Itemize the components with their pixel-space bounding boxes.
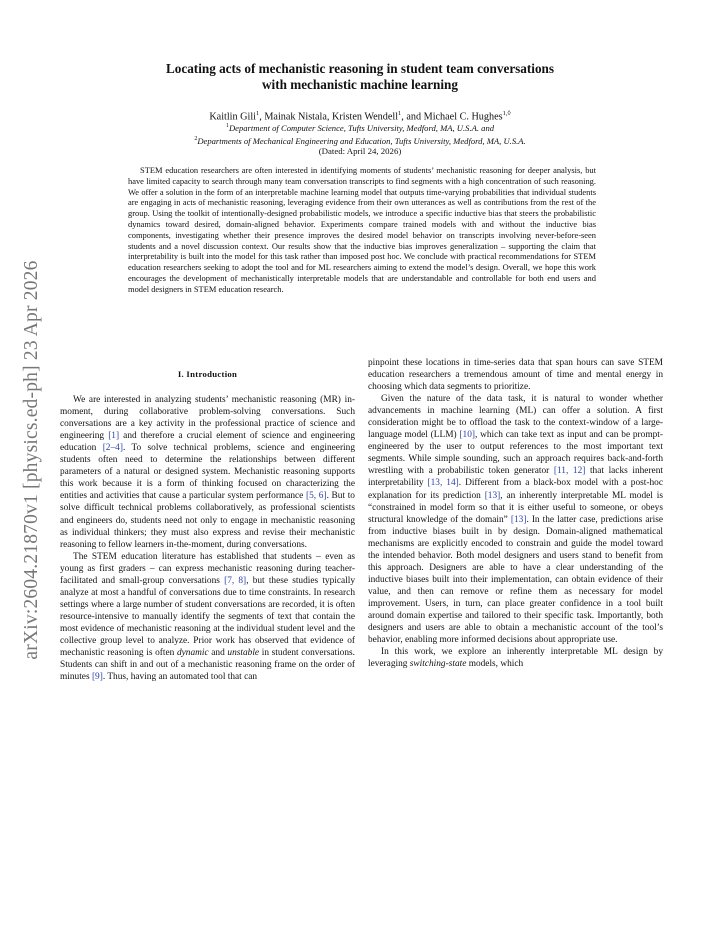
- author-name: Michael C. Hughes: [423, 111, 503, 123]
- date-line: (Dated: April 24, 2026): [318, 146, 402, 156]
- paragraph: In this work, we explore an inherently interpretable ML design by leveraging switching-state models, which: [368, 647, 663, 670]
- author-separator: ,: [259, 111, 265, 123]
- author-name: Mainak Nistala: [264, 111, 327, 123]
- arxiv-identifier: arXiv:2604.21870v1 [physics.ed-ph] 23 Apr 2026: [21, 260, 42, 660]
- citation-link[interactable]: [11, 12]: [553, 466, 586, 477]
- emphasized-text: dynamic: [176, 648, 209, 659]
- section-heading: I. Introduction: [177, 369, 238, 379]
- emphasized-text: unstable: [227, 648, 260, 659]
- citation-link[interactable]: [13]: [484, 490, 501, 501]
- title-line-2: with mechanistic machine learning: [262, 77, 458, 92]
- citation-link[interactable]: [1]: [108, 431, 120, 442]
- citation-link[interactable]: [13, 14]: [427, 478, 459, 489]
- citation-link[interactable]: [2–4]: [102, 443, 123, 454]
- citation-link[interactable]: [7, 8]: [224, 575, 247, 586]
- citation-link[interactable]: [9]: [91, 672, 103, 683]
- affiliation-1-text: Department of Computer Science, Tufts University, Medford, MA, U.S.A. and: [228, 122, 495, 133]
- author-name: Kaitlin Gili: [209, 111, 257, 123]
- arxiv-stamp: [10, 240, 54, 680]
- author-separator: , and: [401, 111, 424, 123]
- author-separator: ,: [326, 111, 332, 123]
- affiliation-1: [100, 121, 620, 134]
- affiliation-1-marker: 1: [225, 123, 229, 129]
- author-affiliation-marker: 1: [256, 110, 260, 117]
- paragraph: We are interested in analyzing students’ mechanistic reasoning (MR) in-moment, during collaborative problem-solving conversations. Such conversations are a key activity in the professional practice of science and engineering [1] and therefore a crucial element of science and engineering education [2–4]. To solve technical problems, science and engineering students often need to determine the relationships between different parameters of a natural or designed system. Mechanistic reasoning supports this work because it is a form of thinking focused on characterizing the entities and activities that cause a particular system performance [5, 6]. But to solve difficult technical problems collaboratively, as professional scientists and engineers do, students need not only to engage in mechanistic reasoning as individual thinkers; they must also express and revise their mechanistic reasoning to fellow learners in-the-moment, during conversations.: [60, 395, 355, 550]
- citation-link[interactable]: [13]: [510, 514, 527, 525]
- affiliation-2-text: Departments of Mechanical Engineering and Education, Tufts University, Medford, MA, U.S.A.: [197, 136, 526, 147]
- citation-link[interactable]: [5, 6]: [306, 491, 327, 502]
- citation-link[interactable]: [10]: [459, 430, 475, 441]
- author-name: Kristen Wendell: [331, 111, 399, 123]
- author-affiliation-marker: 1,◊: [502, 110, 511, 117]
- paragraph: pinpoint these locations in time-series data that span hours can save STEM education researchers a tremendous amount of time and mental energy in choosing which data segments to prioritize.: [368, 358, 663, 393]
- paragraph: The STEM education literature has established that students – even as young as first graders – can express mechanistic reasoning during teacher-facilitated and small-group conversations [7, 8], but these studies typically analyze at most a handful of conversations due to time constraints. In research settings where a large number of student conversations are recorded, it is often resource-intensive to manually identify the segments of text that contain the most evidence of mechanistic reasoning at the individual student level and the collective group level to analyze. Prior work has observed that evidence of mechanistic reasoning is often dynamic and unstable in student conversations. Students can shift in and out of a mechanistic reasoning frame on the order of minutes [9]. Thus, having an automated tool that can: [60, 551, 356, 683]
- right-column: [368, 357, 663, 670]
- title-line-1: Locating acts of mechanistic reasoning in student team conversations: [165, 61, 555, 76]
- affiliations: [100, 121, 620, 148]
- paragraph: Given the nature of the data task, it is natural to wonder whether advancements in machine learning (ML) can offer a solution. A first consideration might be to offload the task to the context-window of a large-language model (LLM) [10], which can take text as input and can be prompt-engineered by the user to output references to the most important text segments. While simple sounding, such an approach requires back-and-forth wrestling with a probabilistic token generator [11, 12] that lacks inherent interpretability [13, 14]. Different from a black-box model with a post-hoc explanation for its prediction [13], an inherently interpretable ML model is “constrained in model form so that it is either useful to someone, or obeys structural knowledge of the domain” [13]. In the latter case, predictions arise from inductive biases built in by design. Domain-aligned mathematical mechanisms are explicitly encoded to constrain and guide the model toward the intended behavior. Both model designers and users stand to benefit from this approach. Designers are able to have a clear understanding of the inductive biases built into their implementation, can obtain evidence of their value, and then can remove or refine them as necessary for model improvement. Users, in turn, can place greater confidence in a tool built around domain expertise and tailored to their specific task. Importantly, both designers and users are able to obtain a mechanistic account of the tool’s behavior, enabling more informed decisions about appropriate use.: [368, 394, 663, 646]
- author-affiliation-marker: 1: [398, 110, 402, 117]
- paper-title: [110, 61, 610, 93]
- emphasized-text: switching-state: [409, 659, 467, 670]
- affiliation-2-marker: 2: [194, 136, 198, 143]
- left-column: [60, 368, 355, 683]
- abstract: STEM education researchers are often interested in identifying moments of students’ mechanistic reasoning for deeper analysis, but have limited capacity to search through many team conversation transcripts to find segments with a high concentration of such reasoning. We offer a solution in the form of an interpretable machine learning model that outputs time-varying probabilities that individual students are engaging in acts of mechanistic reasoning, leveraging evidence from their own utterances as well as contributions from the rest of the group. Using the toolkit of intentionally-designed probabilistic models, we introduce a specific inductive bias that steers the probabilistic dynamics toward desired, domain-aligned behavior. Experiments compare trained models with and without the inductive bias components, investigating whether their presence improves the desired model behavior on transcripts involving never-before-seen students and a novel discussion context. Our results show that the inductive bias improves generalization – supporting the claim that interpretability is built into the model for this task rather than imposed post hoc. We conclude with practical recommendations for STEM education researchers seeking to adopt the tool and for ML researchers aiming to extend the model’s design. Overall, we hope this work encourages the development of mechanistically interpretable models that are understandable and controllable for both end users and model designers in STEM education research.: [128, 165, 596, 294]
